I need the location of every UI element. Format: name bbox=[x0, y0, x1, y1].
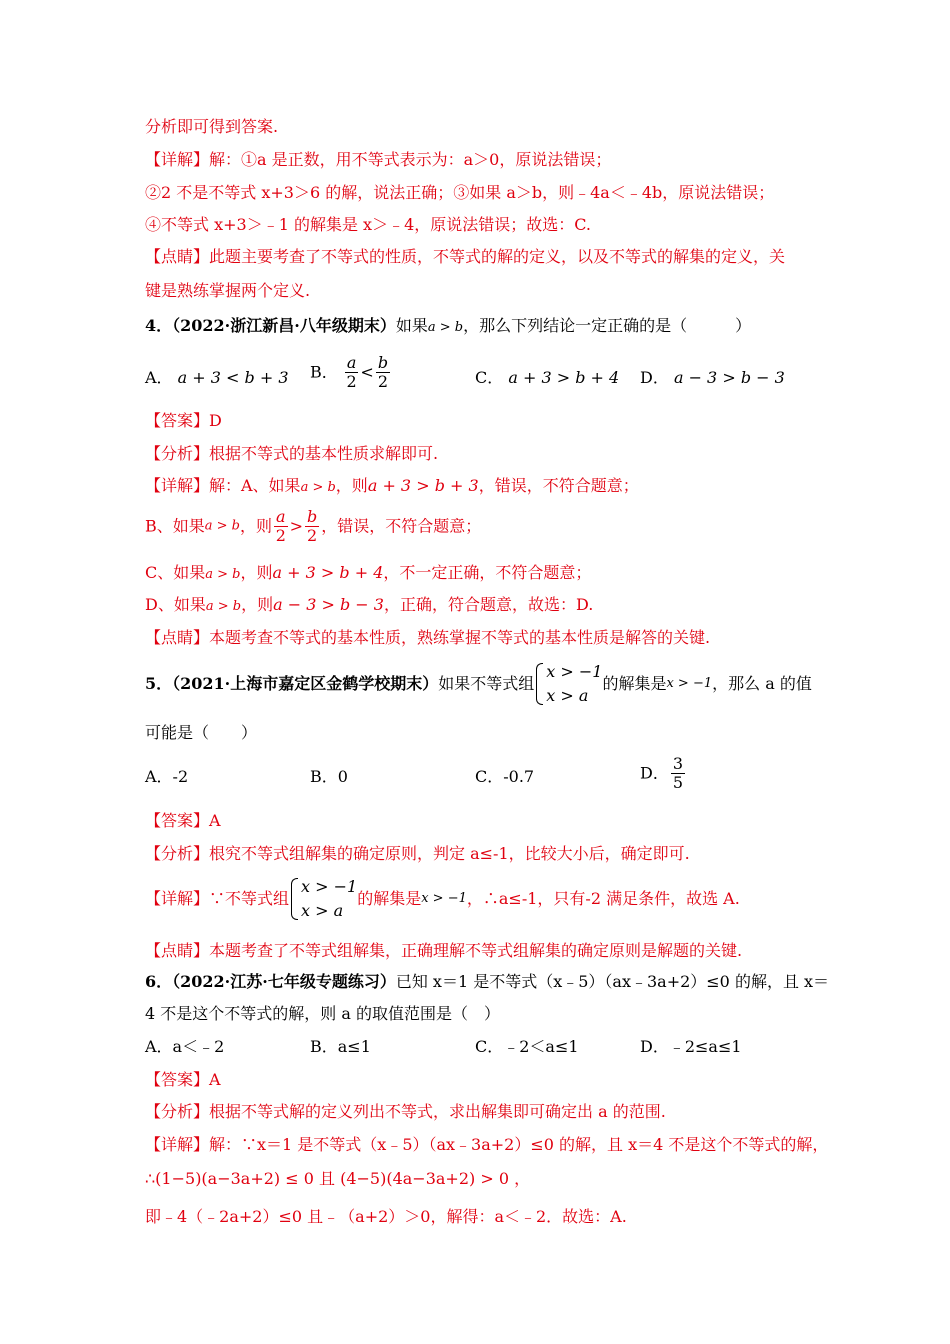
stem-text: 如果 bbox=[395, 316, 428, 335]
detail-line: 即﹣4（﹣2a+2）≤0 且﹣（a+2）＞0，解得：a＜﹣2．故选：A. bbox=[145, 1207, 627, 1226]
option-b: B． $\frac{a}{2}$ < $\frac{b}{2}$ bbox=[310, 353, 389, 391]
comment-label: 【点睛】本题考查了不等式组解集，正确理解不等式组解集的确定原则是解题的关键. bbox=[145, 941, 743, 960]
option-c: C．-0.7 bbox=[475, 767, 535, 786]
comment-line: 键是熟练掌握两个定义. bbox=[145, 281, 311, 300]
detail-line: 【详解】解：∵x＝1 是不等式（x﹣5）（ax﹣3a+2）≤0 的解，且 x＝4 不是这个不等式的解， bbox=[145, 1135, 829, 1154]
option-a: A．a＜﹣2 bbox=[145, 1037, 225, 1056]
option-a: A． a + 3 < b + 3 bbox=[145, 368, 289, 387]
comment-line: 【点睛】此题主要考查了不等式的性质，不等式的解的定义，以及不等式的解集的定义，关 bbox=[145, 247, 786, 266]
analysis-label: 【分析】根究不等式组解集的确定原则，判定 a≤-1，比较大小后，确定即可. bbox=[145, 844, 690, 863]
detail-line: ②2 不是不等式 x+3＞6 的解，说法正确；③如果 a＞b，则﹣4a＜﹣4b，原说法错误； bbox=[145, 183, 775, 202]
option-d: D． a − 3 > b − 3 bbox=[640, 368, 785, 387]
question-5-stem: 5．（2021·上海市嘉定区金鹤学校期末）如果不等式组 x > −1 x > a 的解集是x > −1，那么 a 的值 bbox=[145, 660, 812, 708]
inequality-system: x > −1 x > a bbox=[289, 875, 357, 923]
option-b: B．0 bbox=[310, 767, 348, 786]
detail-line: D、如果a > b，则a − 3 > b − 3，正确，符合题意，故选：D. bbox=[145, 595, 594, 614]
question-5-stem-cont: 可能是（ ） bbox=[145, 723, 258, 742]
analysis-continued: 分析即可得到答案. bbox=[145, 117, 279, 136]
question-number: 4． bbox=[145, 316, 173, 335]
detail-line: ④不等式 x+3＞﹣1 的解集是 x＞﹣4，原说法错误；故选：C. bbox=[145, 215, 592, 234]
answer-label: 【答案】A bbox=[145, 1070, 221, 1089]
analysis-label: 【分析】根据不等式的基本性质求解即可. bbox=[145, 444, 439, 463]
option-d: D．﹣2≤a≤1 bbox=[640, 1037, 742, 1056]
inequality-system: x > −1 x > a bbox=[534, 660, 602, 708]
comment-label: 【点睛】本题考查不等式的基本性质，熟练掌握不等式的基本性质是解答的关键. bbox=[145, 628, 711, 647]
option-d: D． $\frac{3}{5}$ bbox=[640, 754, 684, 792]
question-source: （2022·浙江新昌·八年级期末） bbox=[172, 316, 396, 335]
question-4-stem bbox=[145, 315, 751, 339]
option-c: C．﹣2＜a≤1 bbox=[475, 1037, 579, 1056]
detail-line: B、如果a > b，则 $\frac{a}{2}$ > $\frac{b}{2}$ ，错误，不符合题意； bbox=[145, 507, 482, 545]
option-c: C． a + 3 > b + 4 bbox=[475, 368, 620, 387]
stem-math: a > b bbox=[427, 320, 464, 335]
answer-label: 【答案】D bbox=[145, 411, 222, 430]
option-b: B．a≤1 bbox=[310, 1037, 371, 1056]
question-6-stem: 6．（2022·江苏·七年级专题练习）已知 x＝1 是不等式（x﹣5）（ax﹣3a+2）≤0 的解，且 x＝ bbox=[145, 972, 830, 991]
stem-text: ，那么下列结论一定正确的是（ ） bbox=[463, 316, 752, 335]
option-a: A．-2 bbox=[145, 767, 189, 786]
detail-line: 【详解】解：A、如果a > b，则a + 3 > b + 3，错误，不符合题意； bbox=[145, 476, 639, 495]
detail-line: 【详解】解：①a 是正数，用不等式表示为：a＞0，原说法错误； bbox=[145, 150, 612, 169]
answer-label: 【答案】A bbox=[145, 811, 221, 830]
analysis-label: 【分析】根据不等式解的定义列出不等式，求出解集即可确定出 a 的范围. bbox=[145, 1102, 666, 1121]
detail-line: 【详解】∵不等式组 x > −1 x > a 的解集是x > −1，∴a≤-1，只有-2 满足条件，故选 A. bbox=[145, 875, 740, 923]
question-6-stem-cont: 4 不是这个不等式的解，则 a 的取值范围是（ ） bbox=[145, 1004, 500, 1023]
detail-line: ∴(1−5)(a−3a+2) ≤ 0 且 (4−5)(4a−3a+2) > 0 ， bbox=[145, 1169, 531, 1188]
detail-line: C、如果a > b，则a + 3 > b + 4，不一定正确，不符合题意； bbox=[145, 563, 592, 582]
